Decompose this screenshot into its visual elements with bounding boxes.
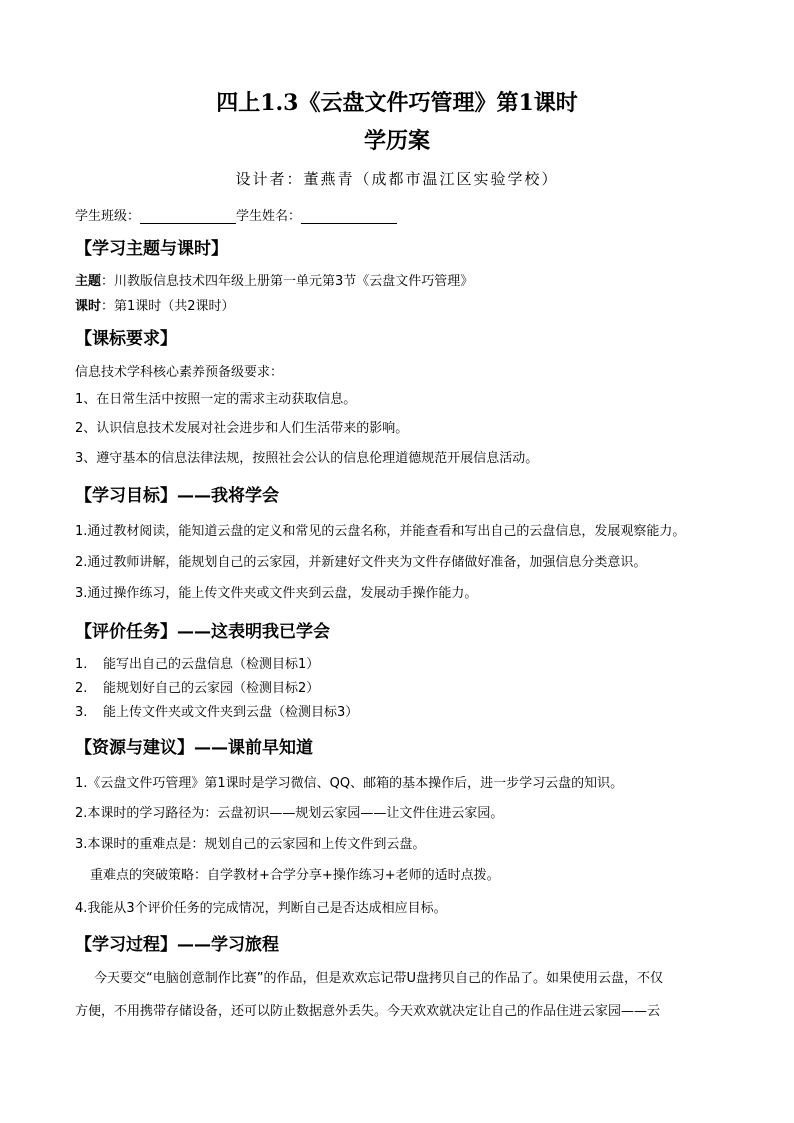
document-title: 四上1.3《云盘文件巧管理》第1课时 (216, 90, 578, 116)
resource-item: 4.我能从3个评价任务的完成情况，判断自己是否达成相应目标。 (75, 901, 447, 916)
theme-label: 主题 (75, 274, 102, 289)
goal-item: 2.通过教师讲解，能规划自己的云家园，并新建好文件夹为文件存储做好准备，加强信息分类意识。 (75, 555, 647, 570)
resource-item: 2.本课时的学习路径为：云盘初识——规划云家园——让文件住进云家园。 (75, 806, 504, 821)
standard-item: 2、认识信息技术发展对社会进步和人们生活带来的影响。 (75, 421, 409, 436)
process-paragraph-line: 今天要交“电脑创意制作比赛”的作品，但是欢欢忘记带U盘拷贝自己的作品了。如果使用云盘，不仅 (94, 971, 663, 986)
evaluation-text: 能写出自己的云盘信息（检测目标1） (103, 657, 320, 672)
evaluation-item (75, 677, 319, 696)
section-heading-process: 【学习过程】——学习旅程 (75, 935, 279, 955)
standard-item: 1、在日常生活中按照一定的需求主动获取信息。 (75, 392, 357, 407)
section-heading-evaluation: 【评价任务】——这表明我已学会 (75, 622, 330, 642)
section-heading-topic: 【学习主题与课时】 (75, 239, 228, 259)
student-info-line (75, 205, 397, 224)
topic-period-line (75, 295, 235, 314)
goal-item: 3.通过操作练习，能上传文件夹或文件夹到云盘，发展动手操作能力。 (75, 586, 478, 601)
theme-text: ：川教版信息技术四年级上册第一单元第3节《云盘文件巧管理》 (101, 274, 474, 289)
name-blank[interactable] (301, 209, 397, 224)
section-heading-goals: 【学习目标】——我将学会 (75, 486, 279, 506)
evaluation-text: 能规划好自己的云家园（检测目标2） (103, 681, 320, 696)
evaluation-number: 3. (75, 705, 88, 720)
evaluation-number: 2. (75, 681, 88, 696)
process-paragraph-line: 方便，不用携带存储设备，还可以防止数据意外丢失。今天欢欢就决定让自己的作品住进云家园——云 (75, 1004, 661, 1019)
goal-item: 1.通过教材阅读，能知道云盘的定义和常见的云盘名称，并能查看和写出自己的云盘信息，发展观察能力。 (75, 524, 686, 539)
designer-line: 设计者：董燕青（成都市温江区实验学校） (235, 170, 559, 188)
section-heading-resources: 【资源与建议】——课前早知道 (75, 738, 313, 758)
class-label: 学生班级： (75, 209, 141, 224)
section-heading-standard: 【课标要求】 (75, 329, 177, 349)
class-blank[interactable] (140, 209, 236, 224)
period-label: 课时 (75, 299, 102, 314)
resource-item: 3.本课时的重难点是：规划自己的云家园和上传文件到云盘。 (75, 837, 426, 852)
resource-item: 1.《云盘文件巧管理》第1课时是学习微信、QQ、邮箱的基本操作后，进一步学习云盘的知识。 (75, 776, 624, 791)
evaluation-item (75, 653, 319, 672)
topic-theme-line (75, 270, 473, 289)
standard-intro: 信息技术学科核心素养预备级要求： (75, 365, 284, 380)
evaluation-number: 1. (75, 657, 88, 672)
evaluation-text: 能上传文件夹或文件夹到云盘（检测目标3） (103, 705, 359, 720)
evaluation-item (75, 701, 358, 720)
document-subtitle: 学历案 (363, 128, 430, 154)
resource-item: 重难点的突破策略：自学教材+合学分享+操作练习+老师的适时点拨。 (90, 868, 500, 883)
standard-item: 3、遵守基本的信息法律法规，按照社会公认的信息伦理道德规范开展信息活动。 (75, 451, 539, 466)
period-text: ：第1课时（共2课时） (101, 299, 235, 314)
name-label: 学生姓名： (236, 209, 302, 224)
